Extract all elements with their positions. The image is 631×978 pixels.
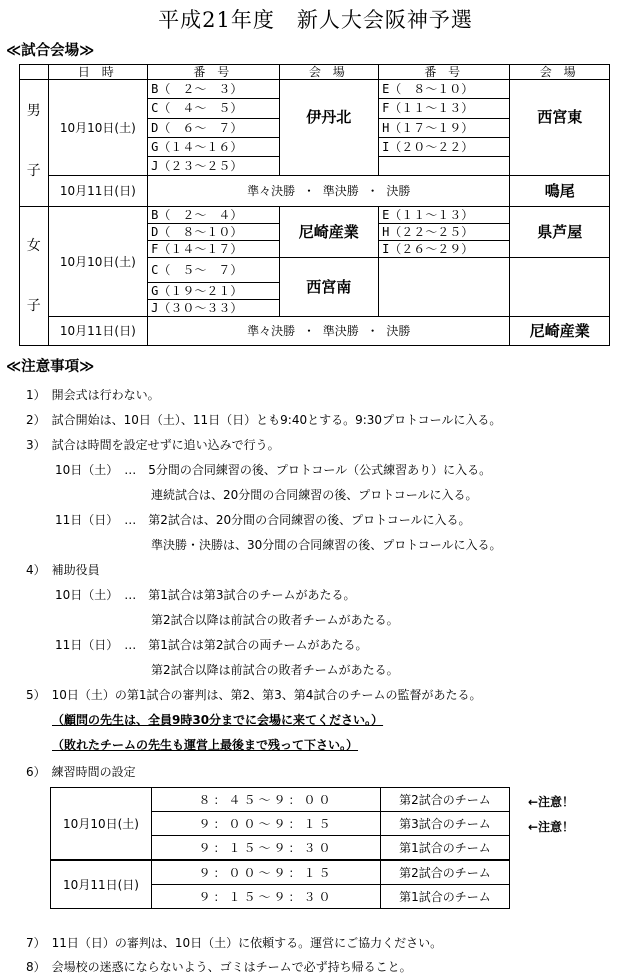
schedule-day2: 10月11日(日) [51,860,152,909]
page-title: 平成21年度 新人大会阪神予選 [158,8,473,32]
girls-group-b-1: H（２２～２５） [379,224,510,241]
girls-day1: 10月10日(土) [48,207,148,317]
boys-finals: 準々決勝 ・ 準決勝 ・ 決勝 [148,176,510,207]
venue-table [19,64,610,346]
boys-label-2: 子 [26,163,41,179]
schedule-team-1: 第3試合のチーム [381,812,510,836]
note-7: 7） 11日（日）の審判は、10日（土）に依頼する。運営にご協力ください。 [26,936,443,950]
girls-group-c-1: G（１９～２１） [148,283,279,300]
boys-group-a-2: D（ ６～ ７） [148,118,279,137]
notes-section-heading: ≪注意事項≫ [6,359,95,375]
girls-venue-final: 尼崎産業 [510,317,610,346]
schedule-time-0: ８：４５～９：００ [152,788,381,812]
boys-group-b-2: H（１７～１９） [379,118,510,137]
venue-header-row [20,65,610,80]
boys-group-b-1: F（１１～１３） [379,99,510,118]
note-5a [52,711,383,728]
note-1: 1） 開会式は行わない。 [26,388,160,402]
boys-group-a-1: C（ ４～ ５） [148,99,279,118]
schedule-team-4: 第1試合のチーム [381,885,510,909]
header-venue: 会 場 [279,65,379,80]
girls-group-a-0: B（ ２～ ４） [148,207,279,224]
boys-group-a-4: J（２３～２５） [148,157,279,176]
girls-group-c-0: C（ ５～ ７） [148,258,279,283]
warning-label-1: ←注意！ [528,820,575,834]
girls-group-a-1: D（ ８～１０） [148,224,279,241]
girls-venue-a: 尼崎産業 [279,207,379,258]
note-5b-text: （敗れたチームの先生も運営上最後まで残って下さい。） [52,738,359,752]
schedule-team-2: 第1試合のチーム [381,836,510,861]
note-6: 6） 練習時間の設定 [26,765,136,779]
boys-group-a-0: B（ ２～ ３） [148,80,279,99]
girls-venue-b: 県芦屋 [510,207,610,258]
boys-group-b-3: I（２０～２２） [379,137,510,156]
header-date: 日 時 [48,65,148,80]
note-2: 2） 試合開始は、10日（土）、11日（日）とも9:40とする。9:30プロトコールに入る。 [26,413,502,427]
boys-day2: 10月11日(日) [48,176,148,207]
note-5b [52,736,358,753]
boys-group-b-empty [379,157,510,176]
boys-venue-b: 西宮東 [510,80,610,176]
schedule-time-4: ９：１５～９：３０ [152,885,381,909]
header-numbers-2: 番 号 [379,65,510,80]
warning-label-0: ←注意！ [528,795,575,809]
schedule-day1: 10月10日(土) [51,788,152,861]
schedule-team-0: 第2試合のチーム [381,788,510,812]
note-4b: 第2試合以降は前試合の敗者チームがあたる。 [151,613,399,627]
note-4c: 11日（日） … 第1試合は第2試合の両チームがあたる。 [55,638,368,652]
boys-venue-final: 鳴尾 [510,176,610,207]
note-4a: 10日（土） … 第1試合は第3試合のチームがあたる。 [55,588,356,602]
girls-group-b-0: E（１１～１３） [379,207,510,224]
boys-group-b-0: E（ ８～１０） [379,80,510,99]
practice-schedule-table [50,787,510,909]
note-5: 5） 10日（土）の第1試合の審判は、第2、第3、第4試合のチームの監督があたる。 [26,688,482,702]
note-3b: 連続試合は、20分間の合同練習の後、プロトコールに入る。 [151,488,478,502]
girls-group-c-2: J（３０～３３） [148,300,279,317]
note-3c: 11日（日） … 第2試合は、20分間の合同練習の後、プロトコールに入る。 [55,513,471,527]
note-3: 3） 試合は時間を設定せずに追い込みで行う。 [26,438,280,452]
note-3d: 準決勝・決勝は、30分間の合同練習の後、プロトコールに入る。 [151,538,502,552]
girls-empty-numbers [379,258,510,317]
boys-label-cell [20,80,49,207]
girls-day2: 10月11日(日) [48,317,148,346]
blank-header [20,65,49,80]
schedule-time-1: ９：００～９：１５ [152,812,381,836]
note-3a: 10日（土） … 5分間の合同練習の後、プロトコール（公式練習あり）に入る。 [55,463,492,477]
schedule-team-3: 第2試合のチーム [381,860,510,885]
venue-section-heading: ≪試合会場≫ [6,43,95,59]
girls-label-2: 子 [26,298,41,314]
girls-group-a-2: F（１４～１７） [148,241,279,258]
boys-group-a-3: G（１４～１６） [148,137,279,156]
header-numbers: 番 号 [148,65,279,80]
girls-group-b-2: I（２６～２９） [379,241,510,258]
boys-label-1: 男 [26,103,41,119]
note-4: 4） 補助役員 [26,563,100,577]
boys-venue-a: 伊丹北 [279,80,379,176]
girls-empty-venue [510,258,610,317]
schedule-time-2: ９：１５～９：３０ [152,836,381,861]
header-venue-2: 会 場 [510,65,610,80]
girls-finals: 準々決勝 ・ 準決勝 ・ 決勝 [148,317,510,346]
girls-label-cell [20,207,49,346]
note-5a-text: （顧問の先生は、全員9時30分までに会場に来てください。） [52,713,384,727]
girls-label-1: 女 [26,238,41,254]
boys-day1: 10月10日(土) [48,80,148,176]
note-8: 8） 会場校の迷惑にならないよう、ゴミはチームで必ず持ち帰ること。 [26,960,412,974]
note-4d: 第2試合以降は前試合の敗者チームがあたる。 [151,663,399,677]
girls-venue-c: 西宮南 [279,258,379,317]
schedule-time-3: ９：００～９：１５ [152,860,381,885]
